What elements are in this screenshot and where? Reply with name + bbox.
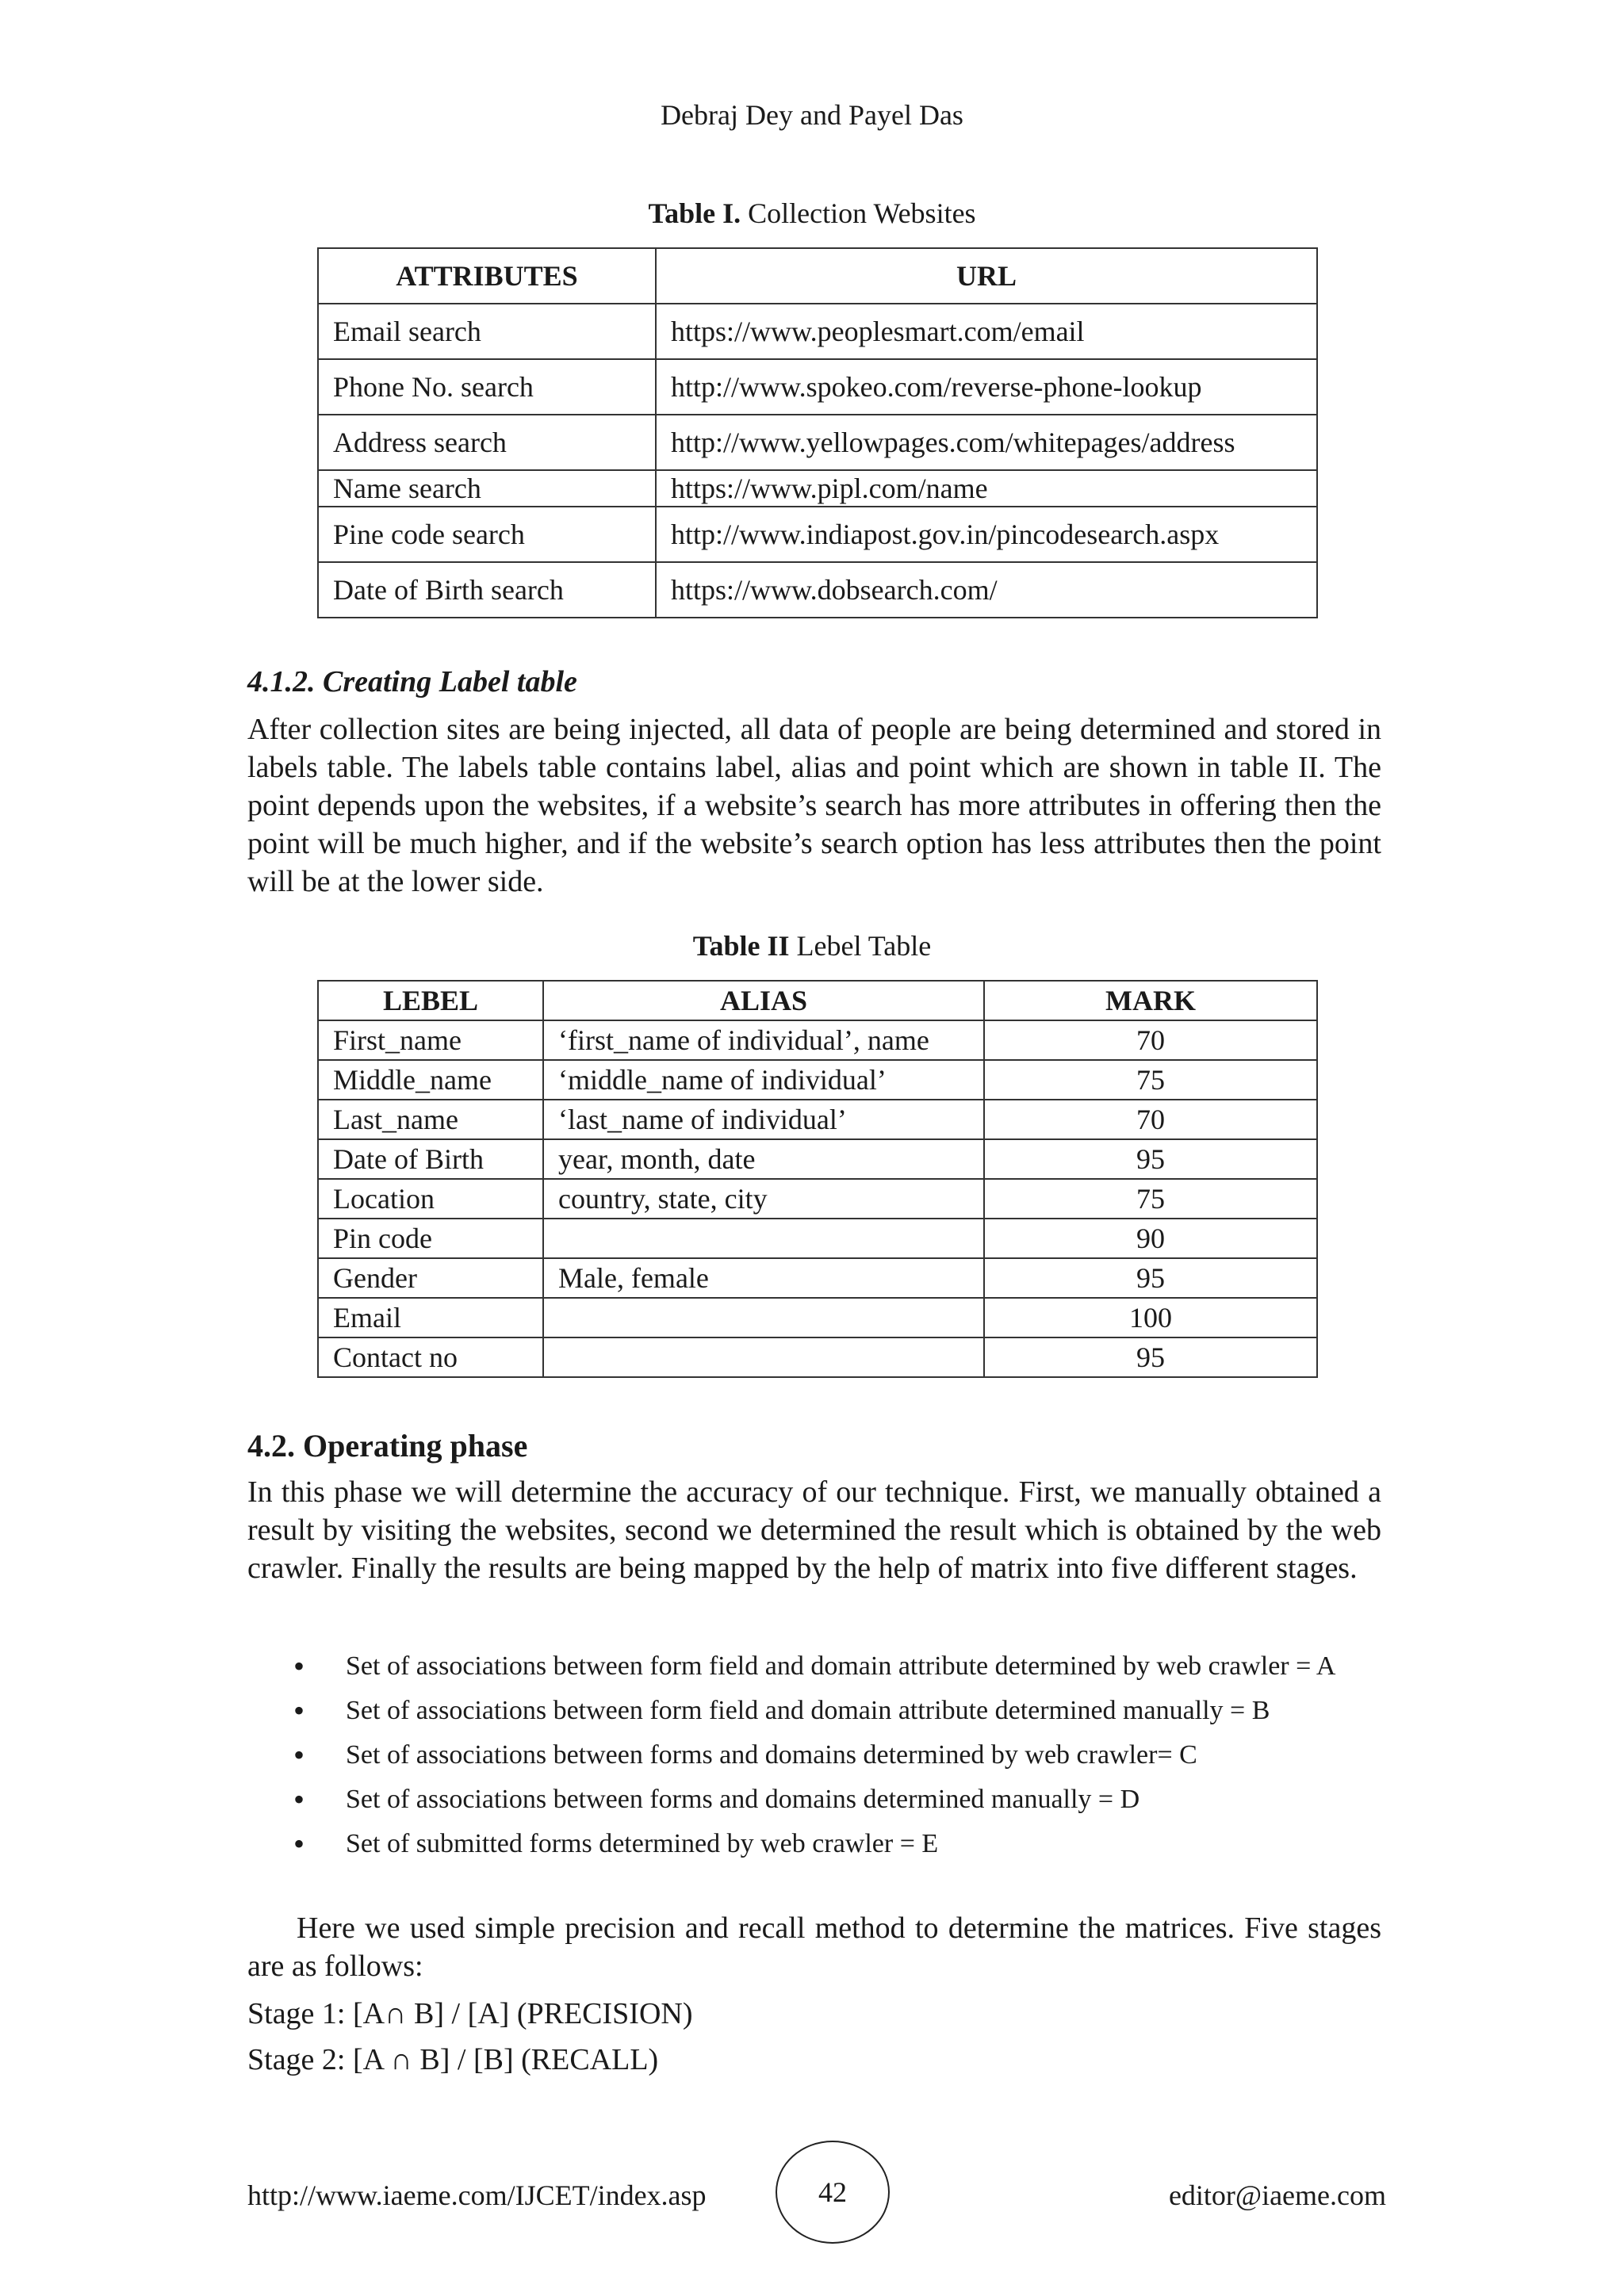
- paragraph-precision-recall: Here we used simple precision and recall method to determine the matrices. Five stages are as follows:: [247, 1911, 1381, 1983]
- header-url: URL: [656, 248, 1317, 304]
- mark-cell: 100: [984, 1298, 1317, 1337]
- list-item-text: Set of associations between form field and domain attribute determined by web crawler = A: [346, 1651, 1336, 1681]
- url-cell: https://www.dobsearch.com/: [656, 562, 1317, 618]
- header-lebel: LEBEL: [318, 981, 543, 1020]
- mark-cell: 90: [984, 1219, 1317, 1258]
- table-row: [318, 359, 1317, 415]
- table-row: [318, 1298, 1317, 1337]
- bullet-icon: •: [293, 1781, 305, 1817]
- mark-cell: 95: [984, 1337, 1317, 1377]
- paragraph-operating-phase: In this phase we will determine the accuracy of our technique. First, we manually obtained a result by visiting the websites, second we determined the result which is obtained by the web crawler. Finally the results are being mapped by the help of matrix into five different stages.: [247, 1475, 1381, 1585]
- table-row: [318, 1258, 1317, 1298]
- stage-2-formula: Stage 2: [A ∩ B] / [B] (RECALL): [247, 2043, 659, 2076]
- header-alias: ALIAS: [543, 981, 984, 1020]
- alias-cell: country, state, city: [543, 1179, 984, 1219]
- mark-cell: 95: [984, 1139, 1317, 1179]
- lebel-cell: Last_name: [318, 1100, 543, 1139]
- alias-cell: [543, 1298, 984, 1337]
- url-cell: http://www.spokeo.com/reverse-phone-lookup: [656, 359, 1317, 415]
- list-item: [293, 1649, 1380, 1684]
- header-attributes: ATTRIBUTES: [318, 248, 656, 304]
- table-row: [318, 1139, 1317, 1179]
- table-row: [318, 1179, 1317, 1219]
- footer-email: editor@iaeme.com: [1168, 2179, 1386, 2211]
- paragraph-labels-table: After collection sites are being injected, all data of people are being determined and stored in labels table. The labels table contains label, alias and point which are shown in table II. The point depends upon the websites, if a website’s search has more attributes in offering then the point will be much higher, and if the website’s search option has less attributes then the point will be at the lower side.: [247, 713, 1381, 898]
- mark-cell: 75: [984, 1179, 1317, 1219]
- list-item-text: Set of associations between form field and domain attribute determined manually = B: [346, 1696, 1270, 1725]
- attribute-cell: Phone No. search: [318, 359, 656, 415]
- table2-caption-text: Lebel Table: [789, 930, 932, 962]
- table-row: [318, 507, 1317, 562]
- attribute-cell: Pine code search: [318, 507, 656, 562]
- attribute-cell: Date of Birth search: [318, 562, 656, 618]
- lebel-cell: Date of Birth: [318, 1139, 543, 1179]
- table1-caption-label: Table I.: [648, 197, 741, 229]
- table-header-row: [318, 981, 1317, 1020]
- lebel-table: [317, 980, 1318, 1378]
- table2-caption-label: Table II: [692, 930, 790, 962]
- list-item: [293, 1738, 1380, 1773]
- url-cell: https://www.pipl.com/name: [656, 470, 1317, 507]
- lebel-cell: Pin code: [318, 1219, 543, 1258]
- alias-cell: ‘middle_name of individual’: [543, 1060, 984, 1100]
- table-row: [318, 1337, 1317, 1377]
- header-mark: MARK: [984, 981, 1317, 1020]
- bullet-icon: •: [293, 1693, 305, 1728]
- table-row: [318, 304, 1317, 359]
- lebel-cell: Contact no: [318, 1337, 543, 1377]
- list-item: [293, 1782, 1380, 1817]
- alias-cell: ‘first_name of individual’, name: [543, 1020, 984, 1060]
- lebel-cell: Middle_name: [318, 1060, 543, 1100]
- alias-cell: year, month, date: [543, 1139, 984, 1179]
- lebel-cell: First_name: [318, 1020, 543, 1060]
- attribute-cell: Address search: [318, 415, 656, 470]
- table-row: [318, 1219, 1317, 1258]
- lebel-cell: Email: [318, 1298, 543, 1337]
- lebel-cell: Location: [318, 1179, 543, 1219]
- page-number: 42: [776, 2141, 890, 2244]
- lebel-cell: Gender: [318, 1258, 543, 1298]
- attribute-cell: Name search: [318, 470, 656, 507]
- alias-cell: [543, 1219, 984, 1258]
- table1-caption: [0, 197, 1624, 230]
- mark-cell: 75: [984, 1060, 1317, 1100]
- alias-cell: [543, 1337, 984, 1377]
- table-row: [318, 1100, 1317, 1139]
- running-head: Debraj Dey and Payel Das: [661, 99, 963, 131]
- bullet-icon: •: [293, 1648, 305, 1684]
- list-item-text: Set of associations between forms and domains determined by web crawler= C: [346, 1740, 1197, 1770]
- table-row: [318, 470, 1317, 507]
- url-cell: http://www.yellowpages.com/whitepages/address: [656, 415, 1317, 470]
- list-item: [293, 1827, 1380, 1862]
- bullet-icon: •: [293, 1737, 305, 1773]
- table1-caption-text: Collection Websites: [741, 197, 976, 229]
- association-sets-list: [293, 1649, 1380, 1871]
- list-item-text: Set of submitted forms determined by web crawler = E: [346, 1829, 939, 1858]
- mark-cell: 70: [984, 1020, 1317, 1060]
- table-row: [318, 1060, 1317, 1100]
- alias-cell: Male, female: [543, 1258, 984, 1298]
- stage-1-formula: Stage 1: [A∩ B] / [A] (PRECISION): [247, 1997, 693, 2030]
- section-heading-creating-label-table: 4.1.2. Creating Label table: [247, 665, 577, 698]
- table-row: [318, 415, 1317, 470]
- table-row: [318, 1020, 1317, 1060]
- list-item: [293, 1693, 1380, 1728]
- list-item-text: Set of associations between forms and domains determined manually = D: [346, 1785, 1140, 1814]
- attribute-cell: Email search: [318, 304, 656, 359]
- footer-url: http://www.iaeme.com/IJCET/index.asp: [247, 2179, 707, 2211]
- mark-cell: 95: [984, 1258, 1317, 1298]
- table-header-row: [318, 248, 1317, 304]
- url-cell: https://www.peoplesmart.com/email: [656, 304, 1317, 359]
- bullet-icon: •: [293, 1826, 305, 1862]
- mark-cell: 70: [984, 1100, 1317, 1139]
- url-cell: http://www.indiapost.gov.in/pincodesearch.aspx: [656, 507, 1317, 562]
- collection-websites-table: [317, 247, 1318, 618]
- table-row: [318, 562, 1317, 618]
- table2-caption: [0, 929, 1624, 962]
- alias-cell: ‘last_name of individual’: [543, 1100, 984, 1139]
- section-heading-operating-phase: 4.2. Operating phase: [247, 1428, 528, 1464]
